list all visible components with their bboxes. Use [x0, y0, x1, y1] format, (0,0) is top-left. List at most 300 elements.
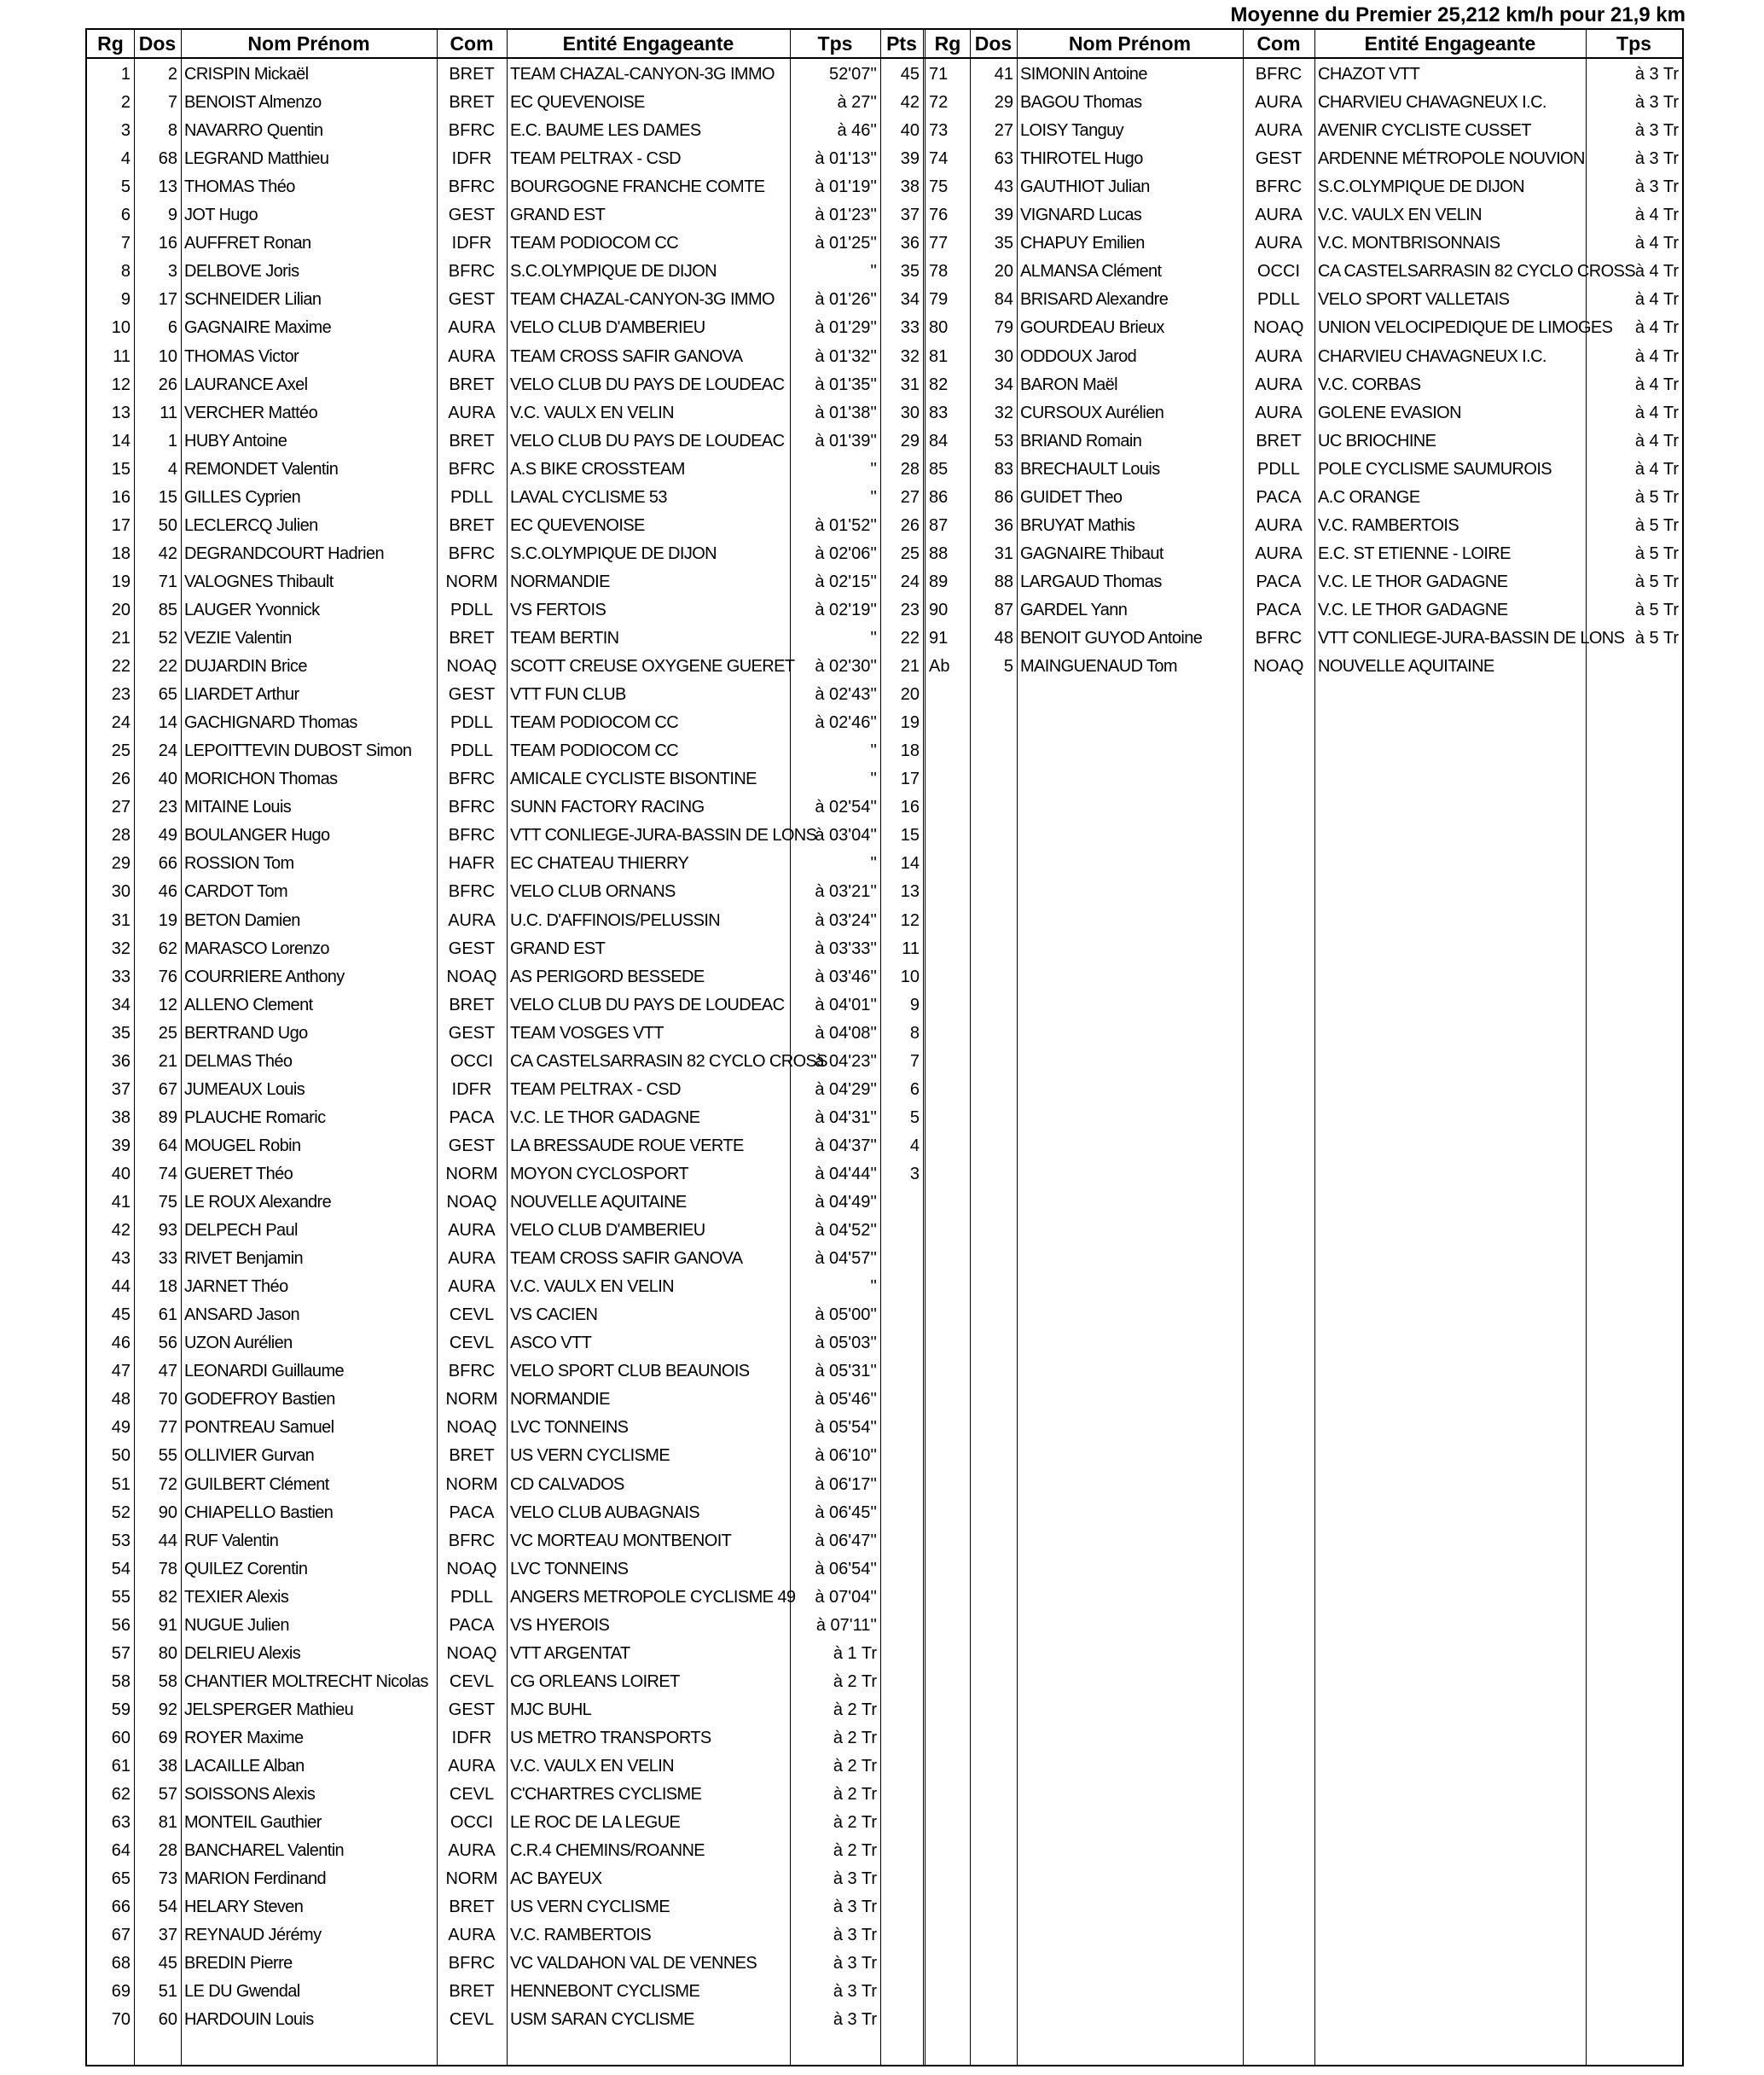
right-bib-cell: 83	[994, 459, 1013, 479]
right-time-cell: à 3 Tr	[1634, 93, 1679, 113]
header-left-time: Tps	[817, 32, 853, 55]
left-time-cell: à 03'46''	[815, 967, 877, 986]
left-points-cell	[884, 1893, 920, 1921]
left-rank-cell: 16	[111, 487, 131, 507]
left-points-cell	[884, 1357, 920, 1386]
left-bib-cell: 8	[167, 121, 177, 141]
left-rank-cell: 11	[113, 346, 131, 366]
header-left-rank: Rg	[97, 32, 124, 55]
left-points-cell	[884, 1950, 920, 1978]
left-points-cell	[884, 1217, 920, 1245]
table-row	[87, 935, 1682, 963]
left-bib-cell: 15	[158, 487, 177, 507]
left-points-cell: 23	[900, 600, 920, 619]
left-rank-cell: 19	[111, 572, 131, 591]
left-team-cell: LVC TONNEINS	[510, 1559, 629, 1578]
table-row	[87, 1781, 1682, 1809]
left-committee-cell: BRET	[449, 515, 495, 535]
header-right-committee: Com	[1256, 32, 1301, 55]
table-row	[87, 1668, 1682, 1696]
left-bib-cell: 9	[167, 206, 177, 225]
right-time-cell: à 4 Tr	[1634, 431, 1679, 450]
left-rank-cell: 37	[111, 1079, 131, 1099]
table-row	[87, 258, 1682, 286]
left-rank-cell: 29	[111, 854, 131, 874]
left-points-cell: 39	[900, 149, 920, 169]
left-bib-cell: 78	[158, 1559, 177, 1578]
left-rank-cell: 17	[111, 515, 131, 535]
left-name-cell: DELBOVE Joris	[184, 262, 299, 282]
left-team-cell: MJC BUHL	[510, 1700, 592, 1719]
left-rank-cell: 41	[111, 1193, 131, 1212]
left-committee-cell: GEST	[448, 290, 496, 310]
left-committee-cell: NORM	[445, 1474, 498, 1494]
left-team-cell: VELO CLUB DU PAYS DE LOUDEAC	[510, 995, 785, 1014]
left-name-cell: NAVARRO Quentin	[184, 121, 323, 141]
right-time-cell: à 5 Tr	[1634, 629, 1679, 648]
left-points-cell	[884, 1584, 920, 1612]
table-row	[87, 878, 1682, 906]
left-name-cell: NUGUE Julien	[184, 1615, 289, 1635]
left-time-cell: à 3 Tr	[833, 1869, 877, 1889]
right-team-cell: S.C.OLYMPIQUE DE DIJON	[1318, 177, 1525, 197]
table-row	[87, 1752, 1682, 1781]
right-time-cell: à 5 Tr	[1634, 543, 1679, 563]
left-points-cell: 29	[900, 431, 920, 450]
left-time-cell: à 05'03''	[815, 1334, 877, 1353]
left-bib-cell: 1	[167, 431, 177, 450]
right-name-cell: ALMANSA Clément	[1020, 262, 1162, 282]
right-bib-cell: 63	[994, 149, 1013, 169]
right-team-cell: UNION VELOCIPEDIQUE DE LIMOGES	[1318, 318, 1613, 338]
left-bib-cell: 52	[158, 629, 177, 648]
right-rank-cell: 87	[929, 515, 949, 535]
left-bib-cell: 13	[158, 177, 177, 197]
left-bib-cell: 33	[158, 1249, 177, 1269]
left-rank-cell: 18	[111, 543, 131, 563]
right-rank-cell: 85	[929, 459, 949, 479]
left-points-cell: 10	[900, 967, 920, 986]
left-time-cell: à 06'10''	[815, 1446, 877, 1466]
left-bib-cell: 10	[158, 346, 177, 366]
left-name-cell: JOT Hugo	[184, 206, 258, 225]
right-committee-cell: BFRC	[1255, 629, 1303, 648]
left-bib-cell: 62	[158, 939, 177, 958]
left-bib-cell: 56	[158, 1334, 177, 1353]
left-time-cell: à 03'33''	[815, 939, 877, 958]
left-committee-cell: PDLL	[450, 741, 494, 761]
left-points-cell: 20	[900, 685, 920, 705]
left-points-cell: 36	[900, 234, 920, 253]
table-row	[87, 201, 1682, 230]
left-time-cell: à 3 Tr	[833, 1954, 877, 1973]
right-bib-cell: 20	[994, 262, 1013, 282]
right-rank-cell: 84	[929, 431, 949, 450]
left-points-cell: 26	[900, 515, 920, 535]
left-time-cell: ''	[870, 770, 877, 789]
left-time-cell: à 01'29''	[815, 318, 877, 338]
table-row	[87, 286, 1682, 314]
left-rank-cell: 27	[111, 798, 131, 817]
left-rank-cell: 70	[111, 2010, 131, 2030]
left-rank-cell: 68	[111, 1954, 131, 1973]
right-team-cell: NOUVELLE AQUITAINE	[1318, 657, 1494, 677]
left-rank-cell: 60	[111, 1728, 131, 1747]
left-bib-cell: 85	[158, 600, 177, 619]
left-rank-cell: 49	[111, 1418, 131, 1438]
right-committee-cell: PDLL	[1256, 290, 1301, 310]
left-committee-cell: AURA	[448, 1277, 496, 1297]
left-committee-cell: BRET	[449, 1898, 495, 1917]
left-committee-cell: CEVL	[449, 1671, 495, 1691]
left-points-cell: 11	[902, 939, 920, 958]
left-points-cell	[884, 1471, 920, 1499]
right-time-cell	[1589, 653, 1679, 681]
left-rank-cell: 26	[111, 770, 131, 789]
right-bib-cell: 86	[994, 487, 1013, 507]
right-team-cell: POLE CYCLISME SAUMUROIS	[1318, 459, 1552, 479]
left-points-cell	[884, 1612, 920, 1640]
left-time-cell: à 01'39''	[815, 431, 877, 450]
left-rank-cell: 39	[111, 1136, 131, 1155]
left-name-cell: REYNAUD Jérémy	[184, 1926, 322, 1945]
right-bib-cell: 35	[994, 234, 1013, 253]
right-team-cell: CA CASTELSARRASIN 82 CYCLO CROSS	[1318, 262, 1636, 282]
table-row	[87, 1132, 1682, 1160]
left-bib-cell: 37	[158, 1926, 177, 1945]
left-time-cell: à 04'37''	[815, 1136, 877, 1155]
table-row	[87, 1301, 1682, 1329]
right-name-cell: CURSOUX Aurélien	[1020, 403, 1164, 422]
right-rank-cell: 86	[929, 487, 949, 507]
left-committee-cell: PDLL	[450, 600, 494, 619]
left-committee-cell: BFRC	[448, 798, 496, 817]
left-team-cell: GRAND EST	[510, 206, 606, 225]
left-team-cell: TEAM CHAZAL-CANYON-3G IMMO	[510, 65, 775, 84]
right-bib-cell: 27	[994, 121, 1013, 141]
left-committee-cell: PACA	[449, 1107, 495, 1127]
left-name-cell: AUFFRET Ronan	[184, 234, 311, 253]
right-time-cell: à 5 Tr	[1634, 572, 1679, 591]
left-rank-cell: 56	[111, 1615, 131, 1635]
table-row	[87, 1837, 1682, 1865]
right-team-cell: V.C. LE THOR GADAGNE	[1318, 572, 1508, 591]
left-time-cell: à 02'46''	[815, 713, 877, 733]
left-team-cell: LE ROC DE LA LEGUE	[510, 1813, 681, 1833]
table-row	[87, 484, 1682, 512]
left-name-cell: RIVET Benjamin	[184, 1249, 304, 1269]
left-committee-cell: BFRC	[448, 826, 496, 846]
right-rank-cell: 77	[929, 234, 949, 253]
left-rank-cell: 8	[120, 262, 131, 282]
right-team-cell: V.C. CORBAS	[1318, 375, 1421, 394]
right-name-cell: GARDEL Yann	[1020, 600, 1128, 619]
left-bib-cell: 21	[158, 1051, 177, 1071]
left-team-cell: A.S BIKE CROSSTEAM	[510, 459, 685, 479]
left-bib-cell: 82	[158, 1587, 177, 1607]
left-rank-cell: 3	[120, 121, 131, 141]
left-time-cell: à 01'25''	[815, 234, 877, 253]
left-name-cell: BENOIST Almenzo	[184, 93, 322, 113]
right-committee-cell: BRET	[1256, 431, 1302, 450]
left-rank-cell: 34	[111, 995, 131, 1014]
left-points-cell: 5	[909, 1107, 920, 1127]
table-row	[87, 709, 1682, 737]
left-rank-cell: 53	[111, 1531, 131, 1550]
left-name-cell: MARASCO Lorenzo	[184, 939, 329, 958]
left-rank-cell: 38	[111, 1107, 131, 1127]
left-points-cell: 28	[900, 459, 920, 479]
left-team-cell: AC BAYEUX	[510, 1869, 602, 1889]
right-time-cell: à 4 Tr	[1634, 346, 1679, 366]
left-team-cell: VELO CLUB D'AMBERIEU	[510, 318, 705, 338]
left-committee-cell: NORM	[445, 572, 498, 591]
left-time-cell: à 2 Tr	[833, 1757, 877, 1776]
left-rank-cell: 30	[111, 882, 131, 902]
left-bib-cell: 18	[158, 1277, 177, 1297]
left-bib-cell: 81	[158, 1813, 177, 1833]
left-bib-cell: 92	[158, 1700, 177, 1719]
left-rank-cell: 2	[120, 93, 131, 113]
left-committee-cell: BFRC	[448, 770, 496, 789]
right-name-cell: BAGOU Thomas	[1020, 93, 1142, 113]
table-row	[87, 625, 1682, 653]
table-row	[87, 1978, 1682, 2006]
left-time-cell: à 3 Tr	[833, 1898, 877, 1917]
left-bib-cell: 68	[158, 149, 177, 169]
left-team-cell: AMICALE CYCLISTE BISONTINE	[510, 770, 757, 789]
left-team-cell: LVC TONNEINS	[510, 1418, 629, 1438]
left-bib-cell: 19	[158, 910, 177, 930]
left-bib-cell: 64	[158, 1136, 177, 1155]
left-rank-cell: 4	[120, 149, 131, 169]
left-team-cell: SUNN FACTORY RACING	[510, 798, 705, 817]
left-name-cell: SCHNEIDER Lilian	[184, 290, 322, 310]
left-rank-cell: 36	[111, 1051, 131, 1071]
right-bib-cell: 34	[994, 375, 1013, 394]
right-bib-cell: 32	[994, 403, 1013, 422]
left-name-cell: THOMAS Théo	[184, 177, 295, 197]
left-points-cell: 34	[900, 290, 920, 310]
right-team-cell: V.C. LE THOR GADAGNE	[1318, 600, 1508, 619]
right-name-cell: VIGNARD Lucas	[1020, 206, 1142, 225]
right-name-cell: BRUYAT Mathis	[1020, 515, 1135, 535]
right-time-cell: à 5 Tr	[1634, 515, 1679, 535]
right-team-cell: VTT CONLIEGE-JURA-BASSIN DE LONS	[1318, 629, 1625, 648]
left-bib-cell: 91	[158, 1615, 177, 1635]
table-row	[87, 1555, 1682, 1584]
left-points-cell: 37	[900, 206, 920, 225]
left-name-cell: VEZIE Valentin	[184, 629, 292, 648]
right-bib-cell: 84	[994, 290, 1013, 310]
right-name-cell: GUIDET Theo	[1020, 487, 1123, 507]
left-time-cell: à 04'44''	[815, 1164, 877, 1183]
left-bib-cell: 55	[158, 1446, 177, 1466]
left-bib-cell: 75	[158, 1193, 177, 1212]
left-rank-cell: 7	[120, 234, 131, 253]
left-team-cell: V.C. VAULX EN VELIN	[510, 1277, 675, 1297]
left-bib-cell: 58	[158, 1671, 177, 1691]
left-team-cell: NORMANDIE	[510, 572, 610, 591]
left-time-cell: à 04'52''	[815, 1221, 877, 1241]
left-committee-cell: NORM	[445, 1869, 498, 1889]
right-rank-cell: 90	[929, 600, 949, 619]
left-team-cell: ASCO VTT	[510, 1334, 592, 1353]
left-committee-cell: BRET	[449, 1982, 495, 2002]
left-name-cell: ANSARD Jason	[184, 1305, 300, 1325]
left-bib-cell: 77	[158, 1418, 177, 1438]
right-time-cell: à 4 Tr	[1634, 262, 1679, 282]
left-rank-cell: 43	[111, 1249, 131, 1269]
left-time-cell: à 04'08''	[815, 1023, 877, 1043]
left-points-cell	[884, 1189, 920, 1217]
left-rank-cell: 50	[111, 1446, 131, 1466]
left-committee-cell: OCCI	[450, 1051, 493, 1071]
left-team-cell: E.C. BAUME LES DAMES	[510, 121, 701, 141]
left-time-cell: à 2 Tr	[833, 1700, 877, 1719]
left-name-cell: GILLES Cyprien	[184, 487, 301, 507]
left-team-cell: VTT FUN CLUB	[510, 685, 626, 705]
right-name-cell: BRISARD Alexandre	[1020, 290, 1169, 310]
left-team-cell: C.R.4 CHEMINS/ROANNE	[510, 1841, 705, 1861]
right-time-cell: à 4 Tr	[1634, 206, 1679, 225]
right-committee-cell: AURA	[1255, 403, 1303, 422]
right-name-cell: BARON Maël	[1020, 375, 1118, 394]
left-name-cell: TEXIER Alexis	[184, 1587, 289, 1607]
right-committee-cell: AURA	[1255, 346, 1303, 366]
left-rank-cell: 61	[111, 1757, 131, 1776]
table-row	[87, 963, 1682, 991]
left-rank-cell: 25	[111, 741, 131, 761]
left-points-cell	[884, 1781, 920, 1809]
left-name-cell: COURRIERE Anthony	[184, 967, 345, 986]
left-name-cell: CHIAPELLO Bastien	[184, 1502, 334, 1522]
left-team-cell: S.C.OLYMPIQUE DE DIJON	[510, 262, 717, 282]
left-bib-cell: 23	[158, 798, 177, 817]
left-rank-cell: 66	[111, 1898, 131, 1917]
left-bib-cell: 44	[158, 1531, 177, 1550]
left-time-cell: à 05'46''	[815, 1390, 877, 1409]
left-time-cell: à 2 Tr	[833, 1841, 877, 1861]
left-name-cell: HUBY Antoine	[184, 431, 287, 450]
left-bib-cell: 4	[167, 459, 177, 479]
left-committee-cell: BFRC	[448, 1531, 496, 1550]
left-bib-cell: 17	[158, 290, 177, 310]
left-time-cell: à 03'04''	[815, 826, 877, 846]
left-name-cell: PLAUCHE Romaric	[184, 1107, 326, 1127]
left-rank-cell: 21	[111, 629, 131, 648]
left-points-cell: 14	[900, 854, 920, 874]
table-row	[87, 1442, 1682, 1470]
left-time-cell: à 27''	[837, 93, 877, 113]
left-time-cell: ''	[870, 262, 877, 282]
left-team-cell: TEAM CROSS SAFIR GANOVA	[510, 346, 743, 366]
left-bib-cell: 45	[158, 1954, 177, 1973]
left-name-cell: LECLERCQ Julien	[184, 515, 318, 535]
left-bib-cell: 71	[158, 572, 177, 591]
left-committee-cell: BFRC	[448, 1362, 496, 1381]
left-time-cell: à 01'23''	[815, 206, 877, 225]
left-rank-cell: 28	[111, 826, 131, 846]
left-points-cell: 35	[900, 262, 920, 282]
left-bib-cell: 22	[158, 657, 177, 677]
left-committee-cell: BFRC	[448, 543, 496, 563]
header-right-time: Tps	[1616, 32, 1651, 55]
left-time-cell: à 02'54''	[815, 798, 877, 817]
left-points-cell	[884, 1668, 920, 1696]
table-header	[87, 30, 1682, 59]
left-points-cell: 13	[900, 882, 920, 902]
left-time-cell: à 02'30''	[815, 657, 877, 677]
left-bib-cell: 60	[158, 2010, 177, 2030]
right-bib-cell: 87	[994, 600, 1013, 619]
left-bib-cell: 16	[158, 234, 177, 253]
table-row	[87, 1724, 1682, 1752]
right-committee-cell: AURA	[1255, 515, 1303, 535]
left-team-cell: C'CHARTRES CYCLISME	[510, 1785, 702, 1805]
left-points-cell	[884, 1527, 920, 1555]
left-name-cell: MOUGEL Robin	[184, 1136, 301, 1155]
left-bib-cell: 40	[158, 770, 177, 789]
right-committee-cell: BFRC	[1255, 65, 1303, 84]
left-points-cell: 22	[900, 629, 920, 648]
left-points-cell: 31	[900, 375, 920, 394]
left-rank-cell: 58	[111, 1671, 131, 1691]
right-name-cell: GOURDEAU Brieux	[1020, 318, 1164, 338]
left-name-cell: MARION Ferdinand	[184, 1869, 327, 1889]
table-row	[87, 1386, 1682, 1414]
left-name-cell: OLLIVIER Gurvan	[184, 1446, 315, 1466]
table-row	[87, 1217, 1682, 1245]
left-name-cell: JUMEAUX Louis	[184, 1079, 305, 1099]
right-committee-cell: OCCI	[1257, 262, 1300, 282]
right-committee-cell: PACA	[1256, 487, 1302, 507]
left-points-cell: 33	[900, 318, 920, 338]
right-name-cell: GAGNAIRE Thibaut	[1020, 543, 1163, 563]
table-row	[87, 230, 1682, 258]
left-committee-cell: BRET	[449, 375, 495, 394]
right-name-cell: GAUTHIOT Julian	[1020, 177, 1150, 197]
left-points-cell	[884, 2006, 920, 2034]
table-row	[87, 173, 1682, 201]
right-rank-cell: 88	[929, 543, 949, 563]
left-name-cell: PONTREAU Samuel	[184, 1418, 334, 1438]
left-team-cell: TEAM BERTIN	[510, 629, 619, 648]
left-team-cell: VTT ARGENTAT	[510, 1643, 630, 1663]
left-name-cell: LACAILLE Alban	[184, 1757, 305, 1776]
left-committee-cell: CEVL	[449, 1334, 495, 1353]
left-team-cell: TEAM PODIOCOM CC	[510, 741, 679, 761]
left-rank-cell: 40	[111, 1164, 131, 1183]
right-team-cell: CHARVIEU CHAVAGNEUX I.C.	[1318, 93, 1546, 113]
left-name-cell: ROYER Maxime	[184, 1728, 304, 1747]
right-name-cell: LOISY Tanguy	[1020, 121, 1124, 141]
left-points-cell	[884, 1442, 920, 1470]
left-name-cell: GAGNAIRE Maxime	[184, 318, 332, 338]
left-points-cell	[884, 1414, 920, 1442]
left-name-cell: JARNET Théo	[184, 1277, 288, 1297]
right-bib-cell: 79	[994, 318, 1013, 338]
table-row	[87, 907, 1682, 935]
right-rank-cell: Ab	[929, 657, 950, 677]
left-committee-cell: BRET	[449, 1446, 495, 1466]
left-bib-cell: 24	[158, 741, 177, 761]
left-bib-cell: 70	[158, 1390, 177, 1409]
left-rank-cell: 14	[111, 431, 131, 450]
right-bib-cell: 48	[994, 629, 1013, 648]
left-committee-cell: AURA	[448, 1757, 496, 1776]
left-bib-cell: 11	[160, 403, 177, 422]
